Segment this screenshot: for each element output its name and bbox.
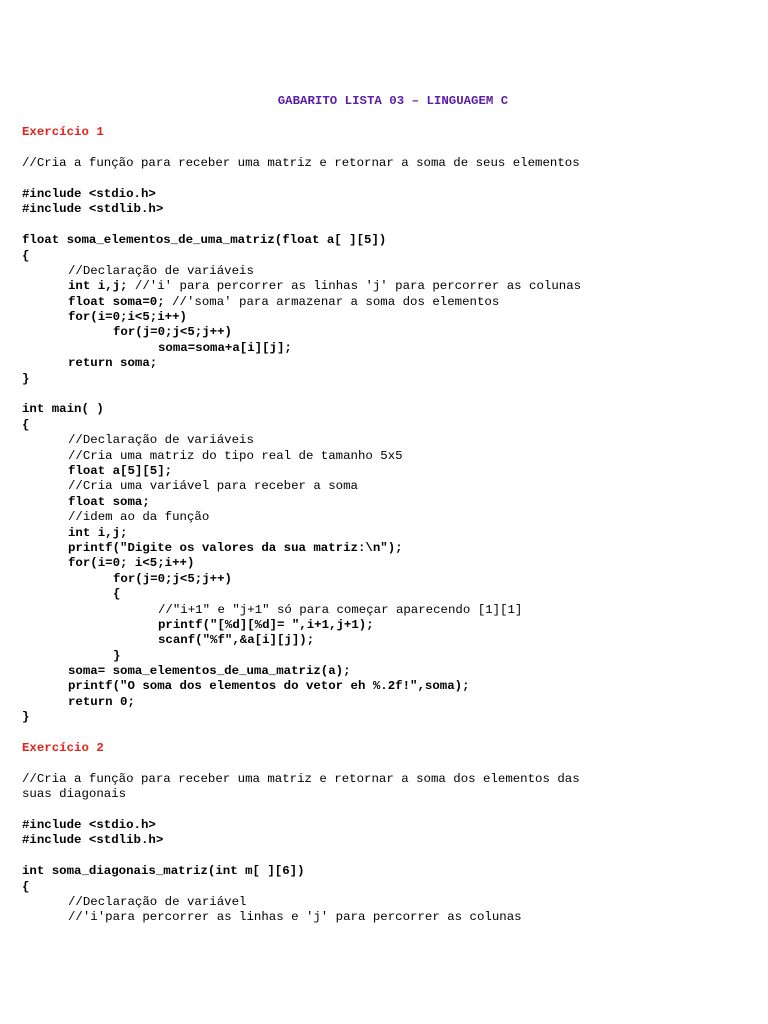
- main-matrix-comment: //Cria uma matriz do tipo real de tamanho 5x5: [68, 448, 403, 463]
- main-for-j: for(j=0;j<5;j++): [113, 571, 232, 586]
- main-printf-index: printf("[%d][%d]= ",i+1,j+1);: [158, 617, 374, 632]
- main-close-brace: }: [22, 710, 30, 725]
- exercise-2-function-signature: int soma_diagonais_matriz(int m[ ][6]): [22, 864, 305, 879]
- exercise-1-heading: Exercício 1: [22, 125, 104, 140]
- main-for-i: for(i=0; i<5;i++): [68, 556, 195, 571]
- function-close-brace: }: [22, 371, 30, 386]
- exercise-2-loop-comment: //'i'para percorrer as linhas e 'j' para percorrer as colunas: [68, 910, 522, 925]
- main-declaration-comment: //Declaração de variáveis: [68, 433, 254, 448]
- main-int-declaration: int i,j;: [68, 525, 128, 540]
- main-signature: int main( ): [22, 402, 104, 417]
- document-page: [22, 92, 752, 926]
- function-sum-statement: soma=soma+a[i][j];: [158, 340, 292, 355]
- exercise-2-declaration-comment: //Declaração de variável: [68, 894, 247, 909]
- function-for-j: for(j=0;j<5;j++): [113, 325, 232, 340]
- main-idem-comment: //idem ao da função: [68, 510, 210, 525]
- code-float-comment: //'soma' para armazenar a soma dos elementos: [164, 294, 500, 309]
- function-signature: float soma_elementos_de_uma_matriz(float a[ ][5]): [22, 233, 387, 248]
- main-printf-result: printf("O soma dos elementos do vetor eh %.2f!",soma);: [68, 679, 470, 694]
- main-float-matrix: float a[5][5];: [68, 463, 173, 478]
- function-open-brace: {: [22, 248, 30, 263]
- main-float-soma: float soma;: [68, 494, 150, 509]
- exercise-2-open-brace: {: [22, 879, 30, 894]
- function-return: return soma;: [68, 356, 158, 371]
- main-open-brace: {: [22, 417, 30, 432]
- main-inner-open-brace: {: [113, 587, 121, 602]
- code-float-decl: float soma=0;: [68, 294, 165, 309]
- main-inner-close-brace: }: [113, 648, 121, 663]
- include-stdio: #include <stdio.h>: [22, 186, 156, 201]
- main-printf-prompt: printf("Digite os valores da sua matriz:\n");: [68, 540, 403, 555]
- main-scanf: scanf("%f",&a[i][j]);: [158, 633, 315, 648]
- exercise-2-comment-line-2: suas diagonais: [22, 787, 127, 802]
- document-title: GABARITO LISTA 03 – LINGUAGEM C: [277, 94, 509, 108]
- exercise-2-heading: Exercício 2: [22, 741, 104, 756]
- exercise-2-comment-line-1: //Cria a função para receber uma matriz e retornar a soma dos elementos das: [22, 771, 580, 786]
- main-inner-comment: //"i+1" e "j+1" só para começar aparecendo [1][1]: [158, 602, 523, 617]
- code-int-decl: int i,j;: [68, 279, 128, 294]
- function-int-declaration: [22, 279, 752, 294]
- function-declaration-comment: //Declaração de variáveis: [68, 263, 254, 278]
- exercise-1-comment: //Cria a função para receber uma matriz e retornar a soma de seus elementos: [22, 156, 580, 171]
- exercise-2-include-stdio: #include <stdio.h>: [22, 817, 156, 832]
- main-return: return 0;: [68, 694, 135, 709]
- code-int-comment: //'i' para percorrer as linhas 'j' para percorrer as colunas: [127, 279, 582, 294]
- include-stdlib: #include <stdlib.h>: [22, 202, 164, 217]
- main-variable-comment: //Cria uma variável para receber a soma: [68, 479, 358, 494]
- main-assign-soma: soma= soma_elementos_de_uma_matriz(a);: [68, 664, 351, 679]
- function-float-declaration: [22, 295, 752, 310]
- exercise-2-include-stdlib: #include <stdlib.h>: [22, 833, 164, 848]
- function-for-i: for(i=0;i<5;i++): [68, 310, 187, 325]
